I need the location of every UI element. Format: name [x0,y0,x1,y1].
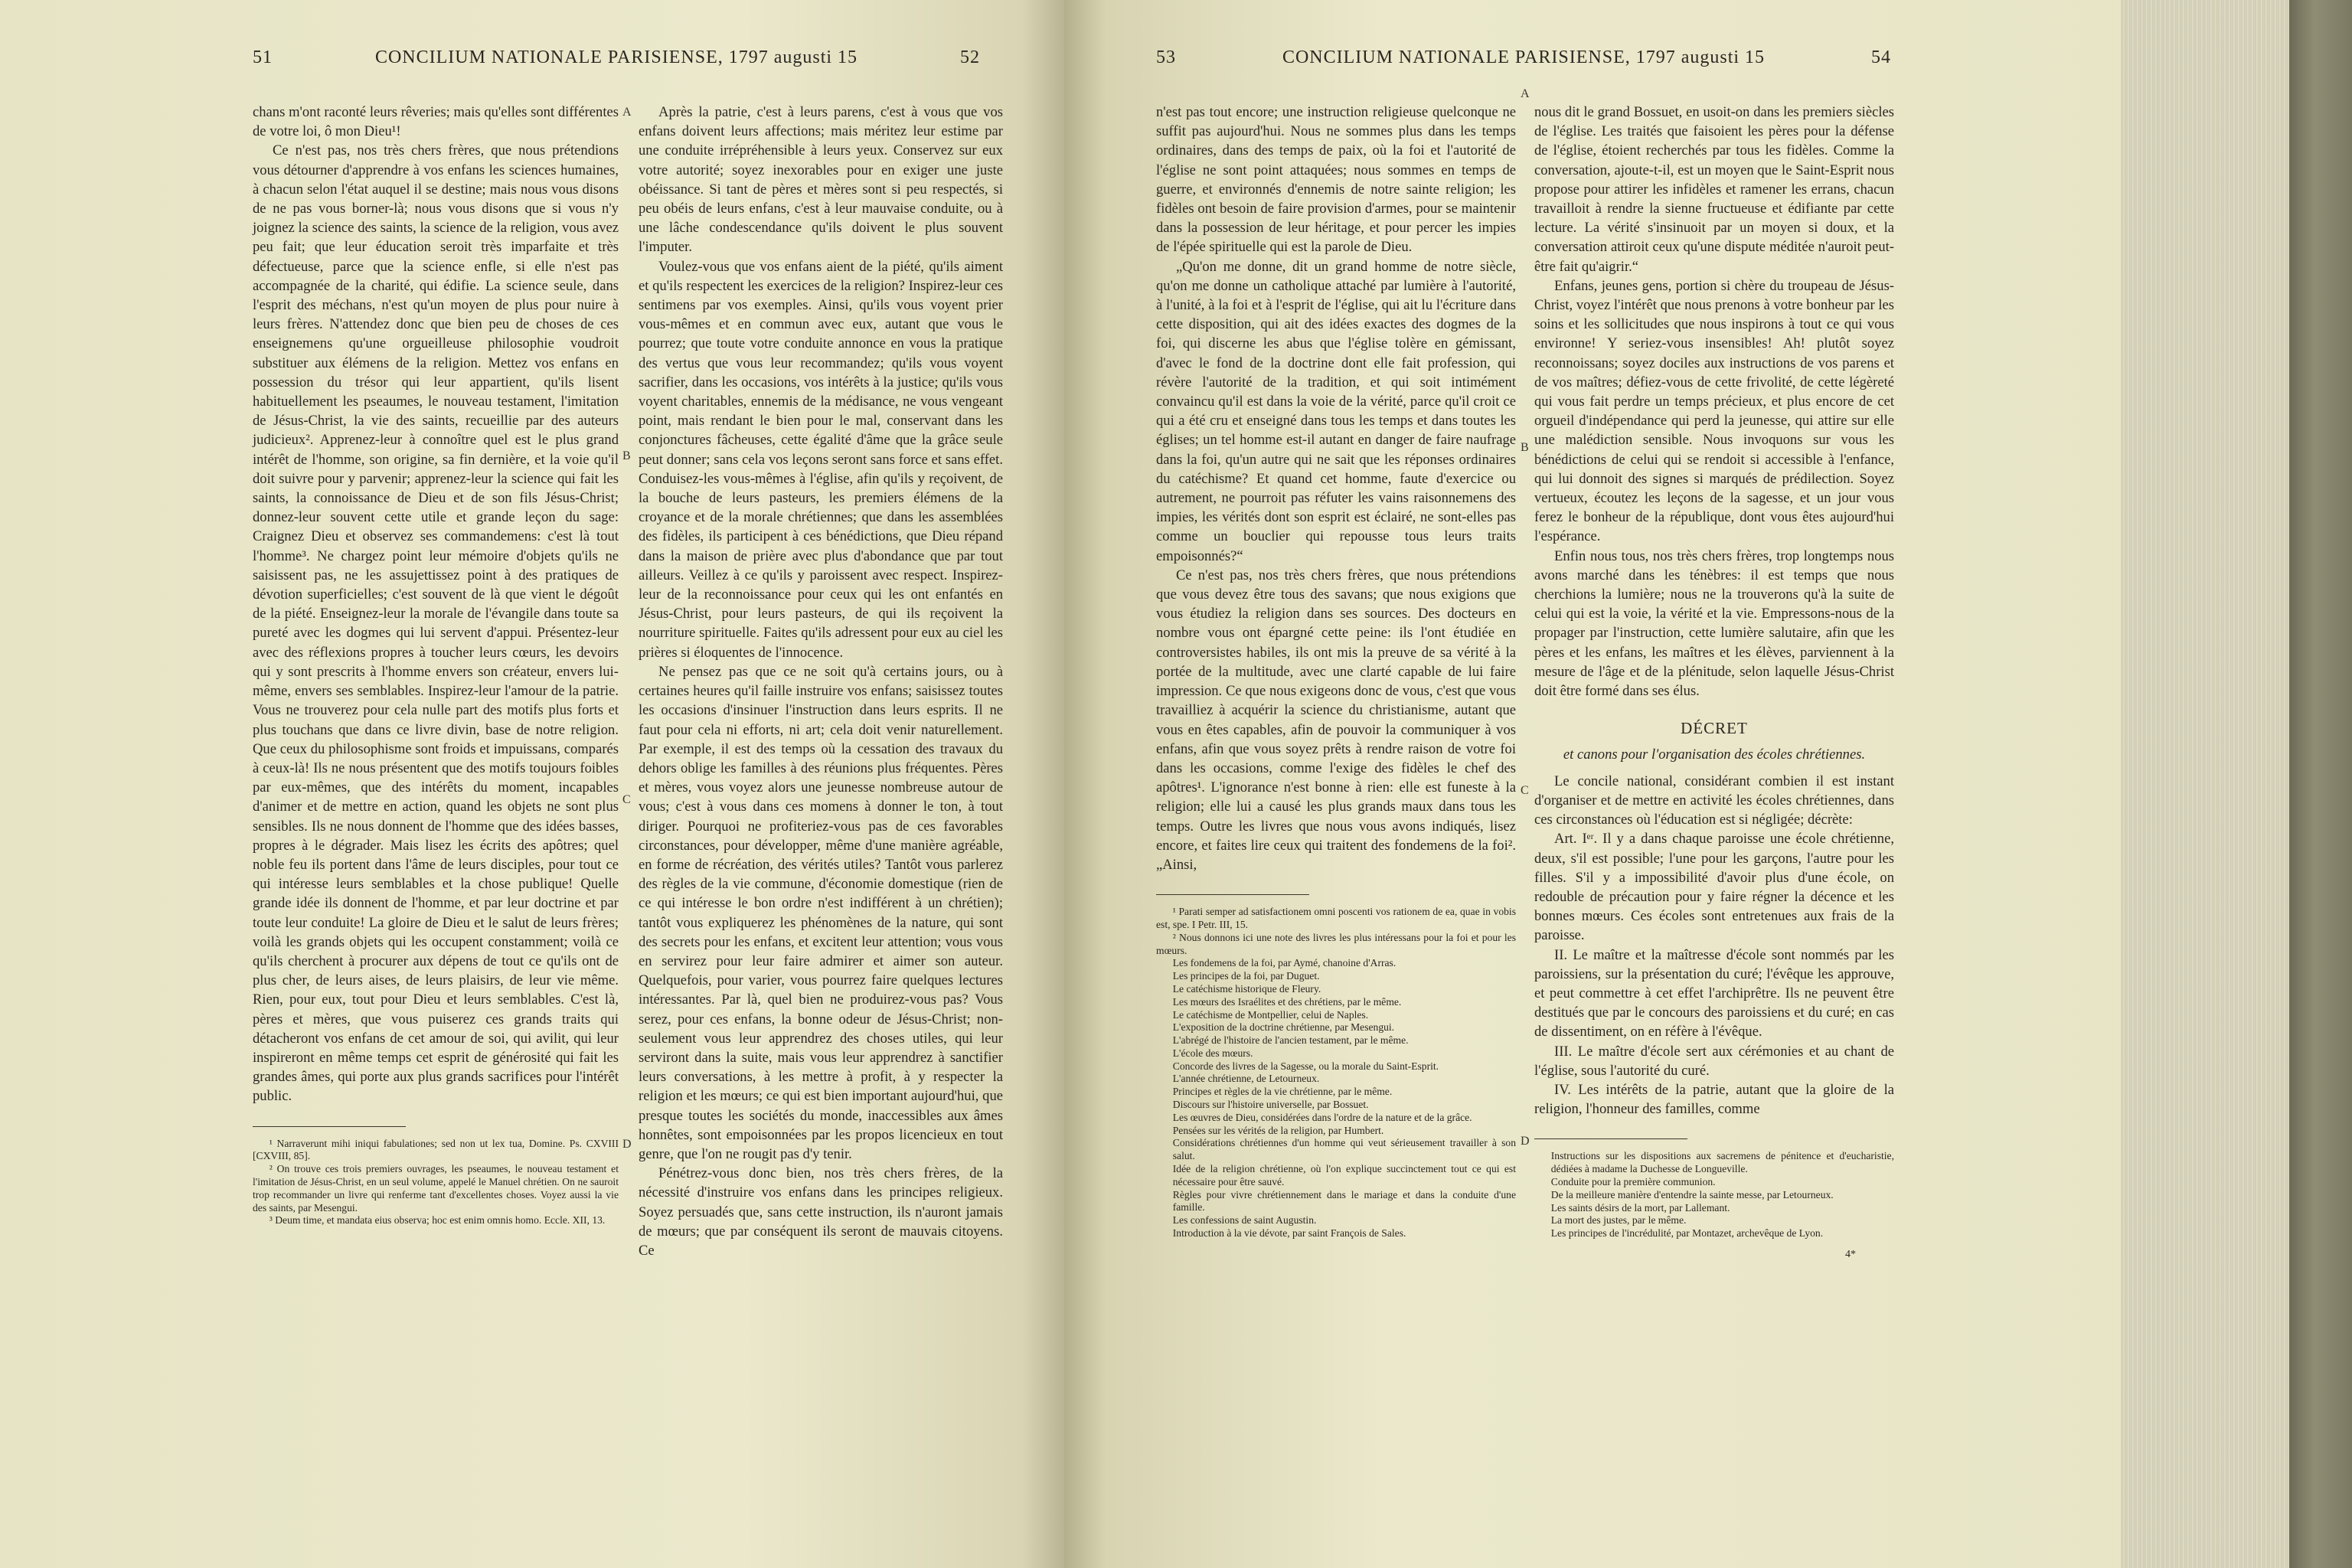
book-list-item: Règles pour vivre chrétiennement dans le mariage et dans la conduite d'une famille. [1172,1188,1516,1214]
paragraph: Enfans, jeunes gens, portion si chère du troupeau de Jésus-Christ, voyez l'intérêt que nous prenons à votre bonheur par les soins et les sollicitudes que nous inspirons à tout ce qui vous environne! Y seriez-vous insensibles! Ah! plutôt soyez reconnoissans; soyez dociles aux instructions de vos parens et de vos maîtres; défiez-vous de cette frivolité, de cette légèreté qui vous fait perdre un temps précieux, et plus encore de cet orgueil d'indépendance qui perd la jeunesse, qui attire sur elle une malédiction sensible. Nous invoquons sur vous les bénédictions de celui qui se rendoit si accessible à l'enfance, qui lui donnoit des signes si marqués de prédilection. Soyez vertueux, écoutez les leçons de la sagesse, et un jour vous ferez le bonheur de la république, dont vous êtes aujourd'hui l'espérance. [1534,277,1894,545]
footnote: ² Nous donnons ici une note des livres les plus intéressans pour la foi et pour les mœurs. [1156,931,1516,956]
paragraph: Voulez-vous que vos enfans aient de la piété, qu'ils aiment et qu'ils respectent les exercices de la religion? Inspirez-leur ces sentimens par vos exemples. Ainsi, qu'ils vous voyent prier vous-mêmes et en commun avec eux, autant que vous le pourrez; que toute votre conduite annonce en vous la pratique des vertus que vous leur recommandez; qu'ils vous voyent sacrifier, dans les occasions, vos intérêts à la justice; qu'ils vous voyent charitables, ennemis de la médisance, ne vous vengeant point, mais rendant le bien pour le mal, conservant dans les conjonctures fâcheuses, cette égalité d'âme que la grâce seule peut donner; sans cela vos leçons seront sans force et sans effet. Conduisez-les vous-mêmes à l'église, afin qu'ils y reçoivent, de la bouche de leurs pasteurs, les premiers élémens de la croyance et de la morale chrétiennes; que dans les assemblées des fidèles, ils participent à ces bénédictions, que Dieu répand dans la maison de prière avec plus d'abondance que par tout ailleurs. Veillez à ce qu'ils y paroissent avec respect. Inspirez-leur de la reconnoissance pour ceux qui les ont enfantés en Jésus-Christ, pour leurs pasteurs, de qui ils reçoivent la nourriture spirituelle. Faites qu'ils adressent pour eux au ciel les prières si éloquentes de l'innocence. [639,258,1003,661]
book-list-item: L'école des mœurs. [1172,1047,1253,1059]
book-list-item: Les saints désirs de la mort, par Lallemant. [1550,1201,1730,1214]
body-text [253,103,619,1106]
page-number: 54 [1871,47,1891,67]
paragraph: chans m'ont raconté leurs rêveries; mais qu'elles sont différentes de votre loi, ô mon Dieu¹! [253,104,619,140]
page-number: 51 [253,47,273,67]
book-list-item: Pensées sur les vérités de la religion, par Humbert. [1172,1124,1384,1136]
decree-paragraph: Art. Iᵉʳ. Il y a dans chaque paroisse une école chrétienne, deux, s'il est possible; l'une pour les garçons, l'autre pour les filles. S'il y a impossibilité d'avoir plus d'une école, on redouble de précaution pour y faire régner la décence et les bonnes mœurs. Ces écoles sont entretenues aux frais de la paroisse. [1534,831,1894,944]
signature-mark: 4* [1845,1248,1856,1260]
paragraph: Enfin nous tous, nos très chers frères, trop longtemps nous avons marché dans les ténèbres: il est temps que nous cherchions la lumière; nous ne la trouverons qu'à la suite de celui qui est la voie, la vérité et la vie. Empressons-nous de la propager par l'instruction, cette lumière salutaire, afin que les pères et les enfans, les maîtres et les élèves, parviennent à la mesure de l'âge et de la plénitude, selon laquelle Jésus-Christ doit être formé dans ses élus. [1534,547,1894,700]
paragraph: Ce n'est pas, nos très chers frères, que nous prétendions vous détourner d'apprendre à vos enfans les sciences humaines, à chacun selon l'état auquel il se destine; mais nous vous disons de ne pas vous borner-là; nous vous disons que si vous n'y joignez la science des saints, la science de la religion, vous avez peu fait; que leur éducation seroit très imparfaite et très défectueuse, parce que la science enfle, si elle n'est pas accompagnée de la charité, qui édifie. La science seule, dans l'esprit des méchans, n'est qu'un moyen de plus pour nuire à leurs frères. N'attendez donc que bien peu de choses de ces enseignemens qu'une orgueilleuse philosophie voudroit substituer aux élémens de la religion. Mettez vos enfans en possession du trésor qui leur appartient, qu'ils lisent habituellement les pseaumes, le nouveau testament, l'imitation de Jésus-Christ, la vie des saints, recueillie par des auteurs judicieux². Apprenez-leur à connoître quel est le plus grand intérêt de l'homme, son origine, sa fin dernière, et la voie qu'il doit suivre pour y parvenir; apprenez-leur la science qui fait les saints, la connoissance de Dieu et de son fils Jésus-Christ; donnez-leur souvent cette utile et grande leçon du sage: Craignez Dieu et observez ses commandemens: c'est là tout l'homme³. Ne chargez point leur mémoire d'objets qu'ils ne saisissent pas, ne les assujettissez point à des pratiques de dévotion superficielles; c'est souvent de là que vient le dégoût de la piété. Enseignez-leur la morale de l'évangile dans toute sa pureté avec les dogmes qui lui servent d'appui. Présentez-leur avec des réflexions propres à toucher leurs cœurs, les devoirs qui y sont prescrits à l'homme envers son créateur, envers lui-même, envers ses semblables. Inspirez-leur l'amour de la patrie. Vous ne trouverez pour cela nulle part des motifs plus forts et plus touchans que dans ce livre divin, base de notre religion. Que ceux du philosophisme sont froids et impuissans, comparés à ceux-là! Ils ne nous présentent que des motifs toujours foibles par eux-mêmes, que des intérêts du moment, incapables d'animer et de mettre en action, quand les objets ne sont plus sensibles. Ils ne nous donnent de l'homme que des idées basses, propres à le dégrader. Mais lisez les écrits des apôtres; quel noble feu ils portent dans l'âme de leurs disciples, pour tout ce qui intéresse leurs semblables et la chose publique! Quelle grande idée ils donnent de l'homme, et par leur doctrine et par toute leur conduite! La gloire de Dieu et le salut de leurs frères; voilà les grands objets qui les occupent constamment; voilà ce qu'ils cherchent à procurer aux dépens de tout ce qu'ils ont de plus cher, de leurs aises, de leurs plaisirs, de leur vie même. Rien, pour eux, tout pour Dieu et leurs semblables. C'est là, pères et mères, que vous puiserez ces grands traits qui détacheront vos enfans de cet amour de soi, qui avilit, qui leur inspireront en même temps cet esprit de générosité qui fait les grandes âmes, qui porte aux plus grands sacrifices pour l'intérêt public. [253,142,619,1105]
margin-marker: C [1521,784,1529,797]
footnotes [1534,1150,1894,1240]
margin-marker: D [622,1138,632,1151]
page-number: 52 [960,47,980,67]
book-list-item: De la meilleure manière d'entendre la sainte messe, par Letourneux. [1550,1188,1834,1200]
left-page [0,0,1064,1568]
body-text [1534,103,1894,701]
book-list-item: Instructions sur les dispositions aux sacremens de pénitence et d'eucharistie, dédiées à madame la Duchesse de Longueville. [1550,1150,1894,1175]
decret-heading: DÉCRET [1681,719,1748,738]
page-fore-edge [2121,0,2289,1568]
paragraph: „Qu'on me donne, dit un grand homme de notre siècle, qu'on me donne un catholique attaché par lumière à l'autorité, à l'unité, à la foi et à l'esprit de l'église, qui ait lu l'écriture dans cette disposition, qui ait des idées exactes des dogmes de la foi, qui discerne les abus que l'église tolère en gémissant, d'avec le fond de la doctrine dont elle fait profession, qui révère l'autorité de la tradition, et qui soit intimément convaincu qu'il est dans la voie de la vérité, parce qu'il croit ce qui a été cru et enseigné dans tous les temps et dans toutes les églises; un tel homme est-il autant en danger de faire naufrage dans la foi, qu'un autre qui ne sait que les réponses ordinaires du catéchisme? Et quand cet homme, faute d'exercice ou autrement, ne pourroit pas réfuter les vains raisonnemens des impies, les vérités dont son esprit est éclairé, ne sont-elles pas comme un bouclier qui repousse tous leurs traits empoisonnés?“ [1156,258,1516,564]
footnote: ¹ Narraverunt mihi iniqui fabulationes; sed non ut lex tua, Domine. Ps. CXVIII [CXVIII, 85]. [253,1137,619,1162]
book-list-item: Concorde des livres de la Sagesse, ou la morale du Saint-Esprit. [1172,1060,1439,1072]
book-list-item: Principes et règles de la vie chrétienne, par le même. [1172,1086,1393,1098]
footnote: ³ Deum time, et mandata eius observa; hoc est enim omnis homo. Eccle. XII, 13. [269,1214,606,1227]
book-list-item: Considérations chrétiennes d'un homme qui veut sérieusement travailler à son salut. [1172,1137,1516,1162]
running-title: CONCILIUM NATIONALE PARISIENSE, 1797 augusti 15 [1282,47,1766,67]
book-list-item: Les principes de l'incrédulité, par Montazet, archevêque de Lyon. [1550,1227,1824,1240]
right-page [1064,0,2121,1568]
paragraph: Pénétrez-vous donc bien, nos très chers frères, de la nécessité d'instruire vos enfans dans les principes religieux. Soyez persuadés que, sans cette instruction, ils n'auront jamais de mœurs; que par conséquent ils seront de mauvais citoyens. Ce [639,1165,1003,1259]
body-text [639,103,1003,1260]
body-text [1156,103,1516,874]
decree-paragraph: III. Le maître d'école sert aux cérémonies et au chant de l'église, sous l'autorité du curé. [1534,1043,1894,1079]
footnotes [253,1138,619,1228]
running-title: CONCILIUM NATIONALE PARISIENSE, 1797 augusti 15 [374,47,858,67]
book-list-item: L'année chrétienne, de Letourneux. [1172,1073,1320,1085]
paragraph: Après la patrie, c'est à leurs parens, c'est à vous que vos enfans doivent leurs affections; mais méritez leur estime par une conduite irrépréhensible à leurs yeux. Conservez sur eux votre autorité; soyez inexorables pour en exiger une juste obéissance. Si tant de pères et mères sont si peu respectés, si peu obéis de leurs enfans, c'est à leur mauvaise conduite, ou à une lâche condescendance qu'ils doivent le plus souvent l'imputer. [639,104,1003,256]
book-cover-edge [2289,0,2352,1568]
paragraph: Ce n'est pas, nos très chers frères, que nous prétendions que vous devez être tous des savans; que nous exigions que vous étudiez la religion dans ses sources. Des docteurs en nombre vous ont épargné cette peine: ils l'ont étudiée en controversistes habiles, ils ont mis la preuve de sa vérité à la portée de la multitude, avec une clarté capable de lui faire impression. Ce que nous exigeons donc de vous, c'est que vous travailliez à acquérir la science du christianisme, autant que vous en êtes capables, afin de pouvoir la communiquer à vos enfans, afin que vous soyez prêts à rendre raison de votre foi dans les occasions, comme l'exige des fidèles le chef des apôtres¹. L'ignorance n'est bonne à rien: elle est funeste à la religion; elle lui a causé les plus grands maux dans tous les temps. Outre les livres que nous vous avons indiqués, lisez encore, et faites lire ceux qui traitent des fondemens de la foi². „Ainsi, [1156,567,1516,873]
text-column [253,103,619,1227]
paragraph: Ne pensez pas que ce ne soit qu'à certains jours, ou à certaines heures qu'il faille instruire vos enfans; saisissez toutes les occasions d'insinuer l'instruction dans leurs esprits. Il ne faut pour cela ni efforts, ni art; cela doit venir naturellement. Par exemple, il est des temps où la cessation des travaux du dehors oblige les familles à des réunions plus fréquentes. Pères et mères, vous voyez alors une jeunesse nombreuse autour de vous; c'est à vous dans ces momens à donner le ton, à tout diriger. Pourquoi ne profiteriez-vous pas de ces favorables circonstances, pour développer, même d'une manière agréable, en forme de récréation, des vérités utiles? Tantôt vous parlerez des règles de la vie commune, d'économie domestique (rien de ce qui intéresse le bon ordre n'est indifférent à un chrétien); tantôt vous expliquerez les phénomènes de la nature, qui sont des secrets pour les enfans, et excitent leur attention; vous vous en servirez pour leur faire admirer et aimer son auteur. Quelquefois, pour varier, vous pourrez faire quelques lectures intéressantes. Par là, quel bien ne produirez-vous pas? Vous serez, pour ces enfans, la bonne odeur de Jésus-Christ; non-seulement vous leur apprendrez des choses utiles, qui leur serviront dans la suite, mais vous leur apprendrez à sanctifier leurs conversations, à les mettre à profit, à y respecter la religion et les mœurs; ce qui est bien important aujourd'hui, que presque toutes les sociétés du monde, inaccessibles aux âmes honnêtes, sont empoisonnées par les propos licencieux en tout genre, que l'on ne rougit pas d'y tenir. [639,663,1003,1162]
margin-marker: D [1521,1135,1530,1148]
text-column [1156,103,1516,1240]
decret-text [1534,772,1894,1119]
book-list-item: Les œuvres de Dieu, considérées dans l'ordre de la nature et de la grâce. [1172,1111,1472,1123]
running-head-right [1156,47,1891,75]
paragraph: n'est pas tout encore; une instruction religieuse quelconque ne suffit pas aujourd'hui. Nous ne sommes plus dans les temps ordinaires, dans des temps de paix, où la foi et l'autorité de l'église ne sont point attaquées; nous sommes en temps de guerre, et environnés d'ennemis de notre sainte religion; les fidèles ont besoin de faire provision d'armes, pour se maintenir dans la possession de leur héritage, et pour percer les impies de l'épée spirituelle qui est la parole de Dieu. [1156,104,1516,256]
footnote-rule [1534,1138,1687,1139]
margin-marker: B [622,449,631,462]
text-column [639,103,1003,1260]
book-list-item: Les principes de la foi, par Duguet. [1172,970,1320,982]
book-list-item: Le catéchisme historique de Fleury. [1172,982,1321,995]
book-list-item: Les confessions de saint Augustin. [1172,1214,1317,1227]
book-list-item: Les mœurs des Israélites et des chrétiens, par le même. [1172,995,1402,1008]
decree-paragraph: II. Le maître et la maîtresse d'école sont nommés par les paroissiens, sur la présentation du curé; l'évêque les approuve, et peut commettre à cet effet l'archiprêtre. Ils ne peuvent être destitués que par le concours des paroissiens et du curé; en cas de dissentiment, on en réfère à l'évêque. [1534,946,1894,1040]
footnotes [1156,906,1516,1240]
book-list-item: Discours sur l'histoire universelle, par Bossuet. [1172,1099,1369,1111]
book-list-item: Idée de la religion chrétienne, où l'on explique succinctement tout ce qui est nécessaire pour être sauvé. [1172,1163,1516,1187]
decree-paragraph: Le concile national, considérant combien il est instant d'organiser et de mettre en activité les écoles chrétiennes, dans ces circonstances où l'éducation est si négligée; décrète: [1534,773,1894,828]
book-list-item: Introduction à la vie dévote, par saint François de Sales. [1172,1227,1406,1240]
footnote-rule [1156,894,1309,895]
decret-subheading: et canons pour l'organisation des écoles chrétiennes. [1563,746,1866,763]
text-column [1534,103,1894,1264]
margin-marker: A [622,106,632,119]
book-list-item: La mort des justes, par le même. [1550,1214,1687,1227]
margin-marker: B [1521,441,1529,454]
book-list-item: Le catéchisme de Montpellier, celui de Naples. [1172,1008,1369,1021]
margin-marker: A [1521,87,1530,100]
margin-marker: C [622,793,631,806]
paragraph: nous dit le grand Bossuet, en usoit-on dans les premiers siècles de l'église. Les traités que faisoient les pères pour la défense de l'église, étoient recherchés par tous les fidèles. Comme la conversation, ajoute-t-il, est un moyen que le Saint-Esprit nous propose pour attirer les infidèles et ramener les errans, chacun travailloit à rendre la sienne fructueuse et édifiante par cette lecture. La vérité s'insinuoit par un moyen si doux, et la conversation attiroit ceux qu'une dispute méditée n'auroit peut-être fait qu'aigrir.“ [1534,104,1894,275]
book-list-item: L'exposition de la doctrine chrétienne, par Mesengui. [1172,1021,1395,1034]
book-list-item: Les fondemens de la foi, par Aymé, chanoine d'Arras. [1172,957,1396,969]
footnote: ¹ Parati semper ad satisfactionem omni poscenti vos rationem de ea, quae in vobis est, spe. I Petr. III, 15. [1156,906,1516,930]
book-list-item: Conduite pour la première communion. [1550,1175,1716,1187]
book-list-item: L'abrégé de l'histoire de l'ancien testament, par le même. [1172,1034,1409,1047]
page-number: 53 [1156,47,1176,67]
footnote: ² On trouve ces trois premiers ouvrages, les pseaumes, le nouveau testament et l'imitation de Jésus-Christ, en un seul volume, appelé le Manuel chrétien. On ne sauroit trop recommander un livre qui renferme tant d'excellentes choses. Voyez aussi la vie des saints, par Mesengui. [253,1163,619,1214]
running-head-left [253,47,980,75]
footnote-rule [253,1126,406,1127]
decree-paragraph: IV. Les intérêts de la patrie, autant que la gloire de la religion, l'honneur des familles, comme [1534,1081,1894,1118]
